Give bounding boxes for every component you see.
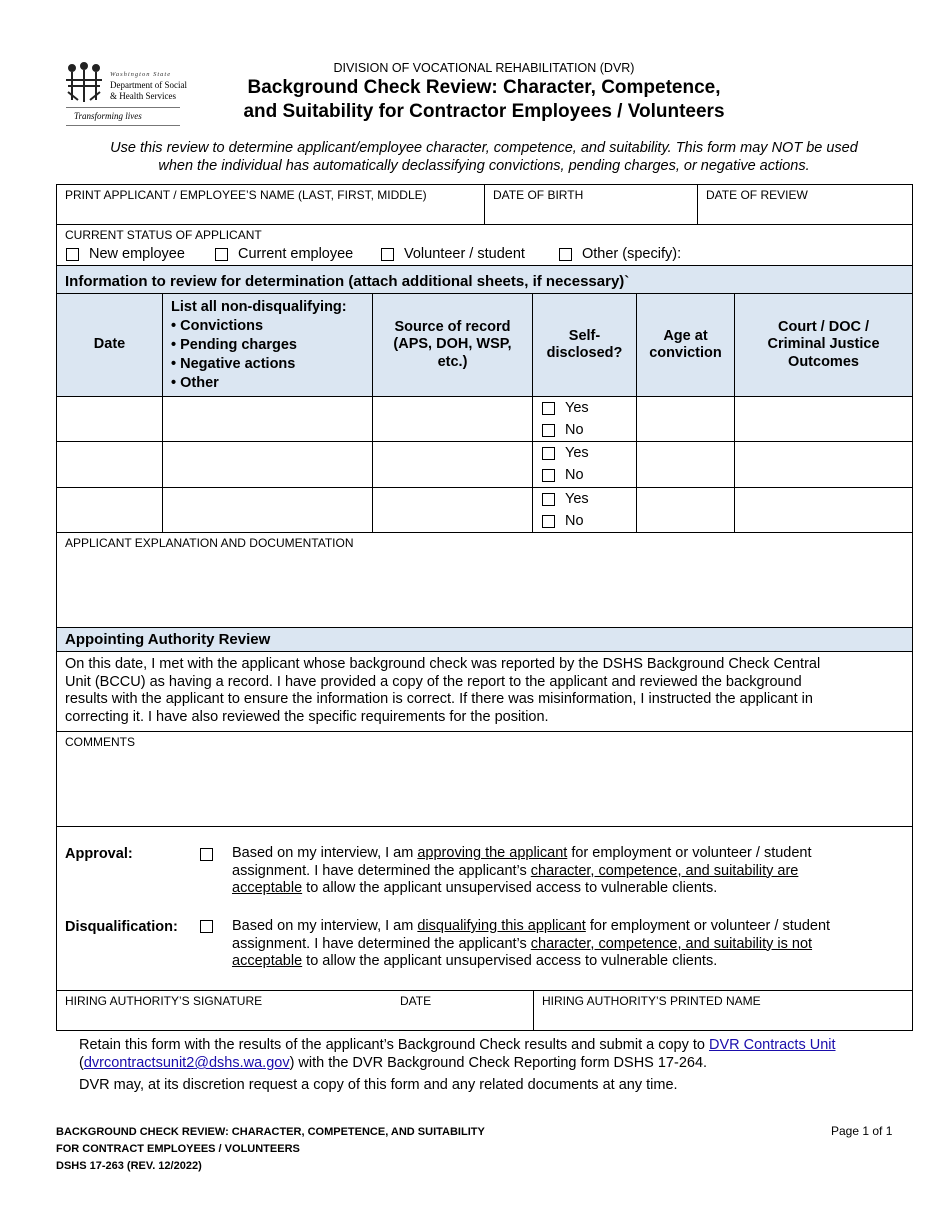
self-disclosed-cell [533,397,637,442]
yes-label: Yes [565,491,589,507]
new-employee-label: New employee [89,246,185,262]
col-header-court-outcomes: Court / DOC / Criminal Justice Outcomes [735,294,913,397]
date-of-birth-field[interactable] [485,185,698,225]
comments-label: COMMENTS [65,735,135,749]
age-cell[interactable] [637,397,735,442]
source-cell[interactable] [373,397,533,442]
age-cell[interactable] [637,442,735,488]
date-of-birth-label: DATE OF BIRTH [493,188,584,202]
no-checkbox[interactable] [542,515,555,528]
applicant-explanation-field[interactable] [57,533,913,628]
no-label: No [565,467,584,483]
non-disqualifying-item: • Other [171,374,219,391]
applicant-explanation-label: APPLICANT EXPLANATION AND DOCUMENTATION [65,536,354,550]
division-heading: DIVISION OF VOCATIONAL REHABILITATION (DVR) [333,61,635,75]
yes-label: Yes [565,400,589,416]
retain-instructions: Retain this form with the results of the applicant’s Background Check results and submit a copy to DVR Contracts Unit (dvrcontractsunit2@dshs.wa.gov) with the DVR Background Check Reporting form DSHS 17-264. DVR may, at its discretion request a copy of this form and any related documents at any time. [79,1036,909,1094]
applicant-name-field[interactable] [57,185,485,225]
non-disqualifying-item: • Negative actions [171,355,296,372]
printed-name-label: HIRING AUTHORITY’S PRINTED NAME [542,994,761,1008]
appointing-authority-heading: Appointing Authority Review [57,628,913,652]
non-disqualifying-title: List all non-disqualifying: [171,298,347,315]
self-disclosed-cell [533,442,637,488]
applicant-info-table [56,184,913,266]
col-header-non-disqualifying [163,294,373,397]
logo-state: Washington State [110,71,172,78]
authority-statement: On this date, I met with the applicant whose background check was reported by the DSHS Background Check Central Unit (BCCU) as having a record. I have provided a copy of the report to the applicant and reviewed the background results with the applicant to ensure the information is correct. If there was misinformation, I instructed the applicant in correcting it. I have also reviewed the specific requirements for the position. [57,652,913,732]
yes-label: Yes [565,445,589,461]
col-header-date: Date [57,294,163,397]
signature-field[interactable] [57,991,534,1031]
age-cell[interactable] [637,488,735,533]
intro-line1: Use this review to determine applicant/employee character, competence, and suitability. This form may NOT be used [110,140,858,156]
disqualification-label: Disqualification: [65,919,178,935]
dvr-contracts-email-link[interactable]: dvrcontractsunit2@dshs.wa.gov [83,1055,290,1071]
current-employee-checkbox[interactable] [215,248,228,261]
source-cell[interactable] [373,442,533,488]
record-cell[interactable] [163,397,373,442]
non-disqualifying-item: • Convictions [171,317,264,334]
yes-checkbox[interactable] [542,402,555,415]
logo-divider-bottom [66,125,180,126]
volunteer-student-label: Volunteer / student [404,246,525,262]
date-of-review-label: DATE OF REVIEW [706,188,808,202]
self-disclosed-cell [533,488,637,533]
date-cell[interactable] [57,442,163,488]
comments-field[interactable] [57,732,913,827]
table-row [57,442,913,488]
no-checkbox[interactable] [542,424,555,437]
date-cell[interactable] [57,488,163,533]
form-title-line1: Background Check Review: Character, Competence, [247,77,721,98]
outcome-cell[interactable] [735,397,913,442]
no-label: No [565,422,584,438]
form-title-line2: and Suitability for Contractor Employees / Volunteers [243,101,725,122]
review-lower-table [56,532,913,1031]
logo-dept-line1: Department of Social [110,80,187,90]
no-checkbox[interactable] [542,469,555,482]
col-header-age: Age at conviction [637,294,735,397]
signature-label: HIRING AUTHORITY’S SIGNATURE [65,994,263,1008]
table-row [57,397,913,442]
retain-discretion-note: DVR may, at its discretion request a copy of this form and any related documents at any time. [79,1077,678,1093]
approval-checkbox[interactable] [200,848,213,861]
col-header-self-disclosed: Self- disclosed? [533,294,637,397]
footer-form-title: BACKGROUND CHECK REVIEW: CHARACTER, COMPETENCE, AND SUITABILITY FOR CONTRACT EMPLOYEES / VOLUNTEERS DSHS 17-263 (REV. 12/2022) [56,1126,485,1172]
outcome-cell[interactable] [735,442,913,488]
logo-tagline: Transforming lives [74,111,142,121]
approval-label: Approval: [65,846,133,862]
current-status-field [57,225,913,266]
review-info-table [56,265,913,533]
non-disqualifying-item: • Pending charges [171,336,297,353]
source-cell[interactable] [373,488,533,533]
yes-checkbox[interactable] [542,447,555,460]
page-number: Page 1 of 1 [831,1124,893,1138]
other-specify-checkbox[interactable] [559,248,572,261]
no-label: No [565,513,584,529]
disqualification-checkbox[interactable] [200,920,213,933]
applicant-name-label: PRINT APPLICANT / EMPLOYEE’S NAME (LAST, FIRST, MIDDLE) [65,188,427,202]
table-row [57,488,913,533]
volunteer-student-checkbox[interactable] [381,248,394,261]
dvr-contracts-unit-link[interactable]: DVR Contracts Unit [709,1037,836,1053]
signature-date-label: DATE [400,994,432,1008]
current-employee-label: Current employee [238,246,354,262]
outcome-cell[interactable] [735,488,913,533]
record-cell[interactable] [163,488,373,533]
current-status-label: CURRENT STATUS OF APPLICANT [65,228,262,242]
determination-section [57,827,913,991]
info-section-heading: Information to review for determination (attach additional sheets, if necessary)` [57,266,913,294]
approval-statement: Based on my interview, I am approving the applicant for employment or volunteer / student assignment. I have determined the applicant’s character, competence, and suitability are acceptable to allow the applicant unsupervised access to vulnerable clients. [232,845,812,896]
yes-checkbox[interactable] [542,493,555,506]
other-specify-label: Other (specify): [582,246,682,262]
date-cell[interactable] [57,397,163,442]
logo-dept-line2: & Health Services [110,91,176,101]
col-header-source: Source of record (APS, DOH, WSP, etc.) [373,294,533,397]
date-of-review-field[interactable] [698,185,913,225]
new-employee-checkbox[interactable] [66,248,79,261]
intro-line2: when the individual has automatically declassifying convictions, pending charges, or negative actions. [158,158,810,174]
disqualification-statement: Based on my interview, I am disqualifying this applicant for employment or volunteer / student assignment. I have determined the applicant’s character, competence, and suitability is not acceptable to allow the applicant unsupervised access to vulnerable clients. [232,918,831,969]
printed-name-field[interactable] [534,991,913,1031]
record-cell[interactable] [163,442,373,488]
